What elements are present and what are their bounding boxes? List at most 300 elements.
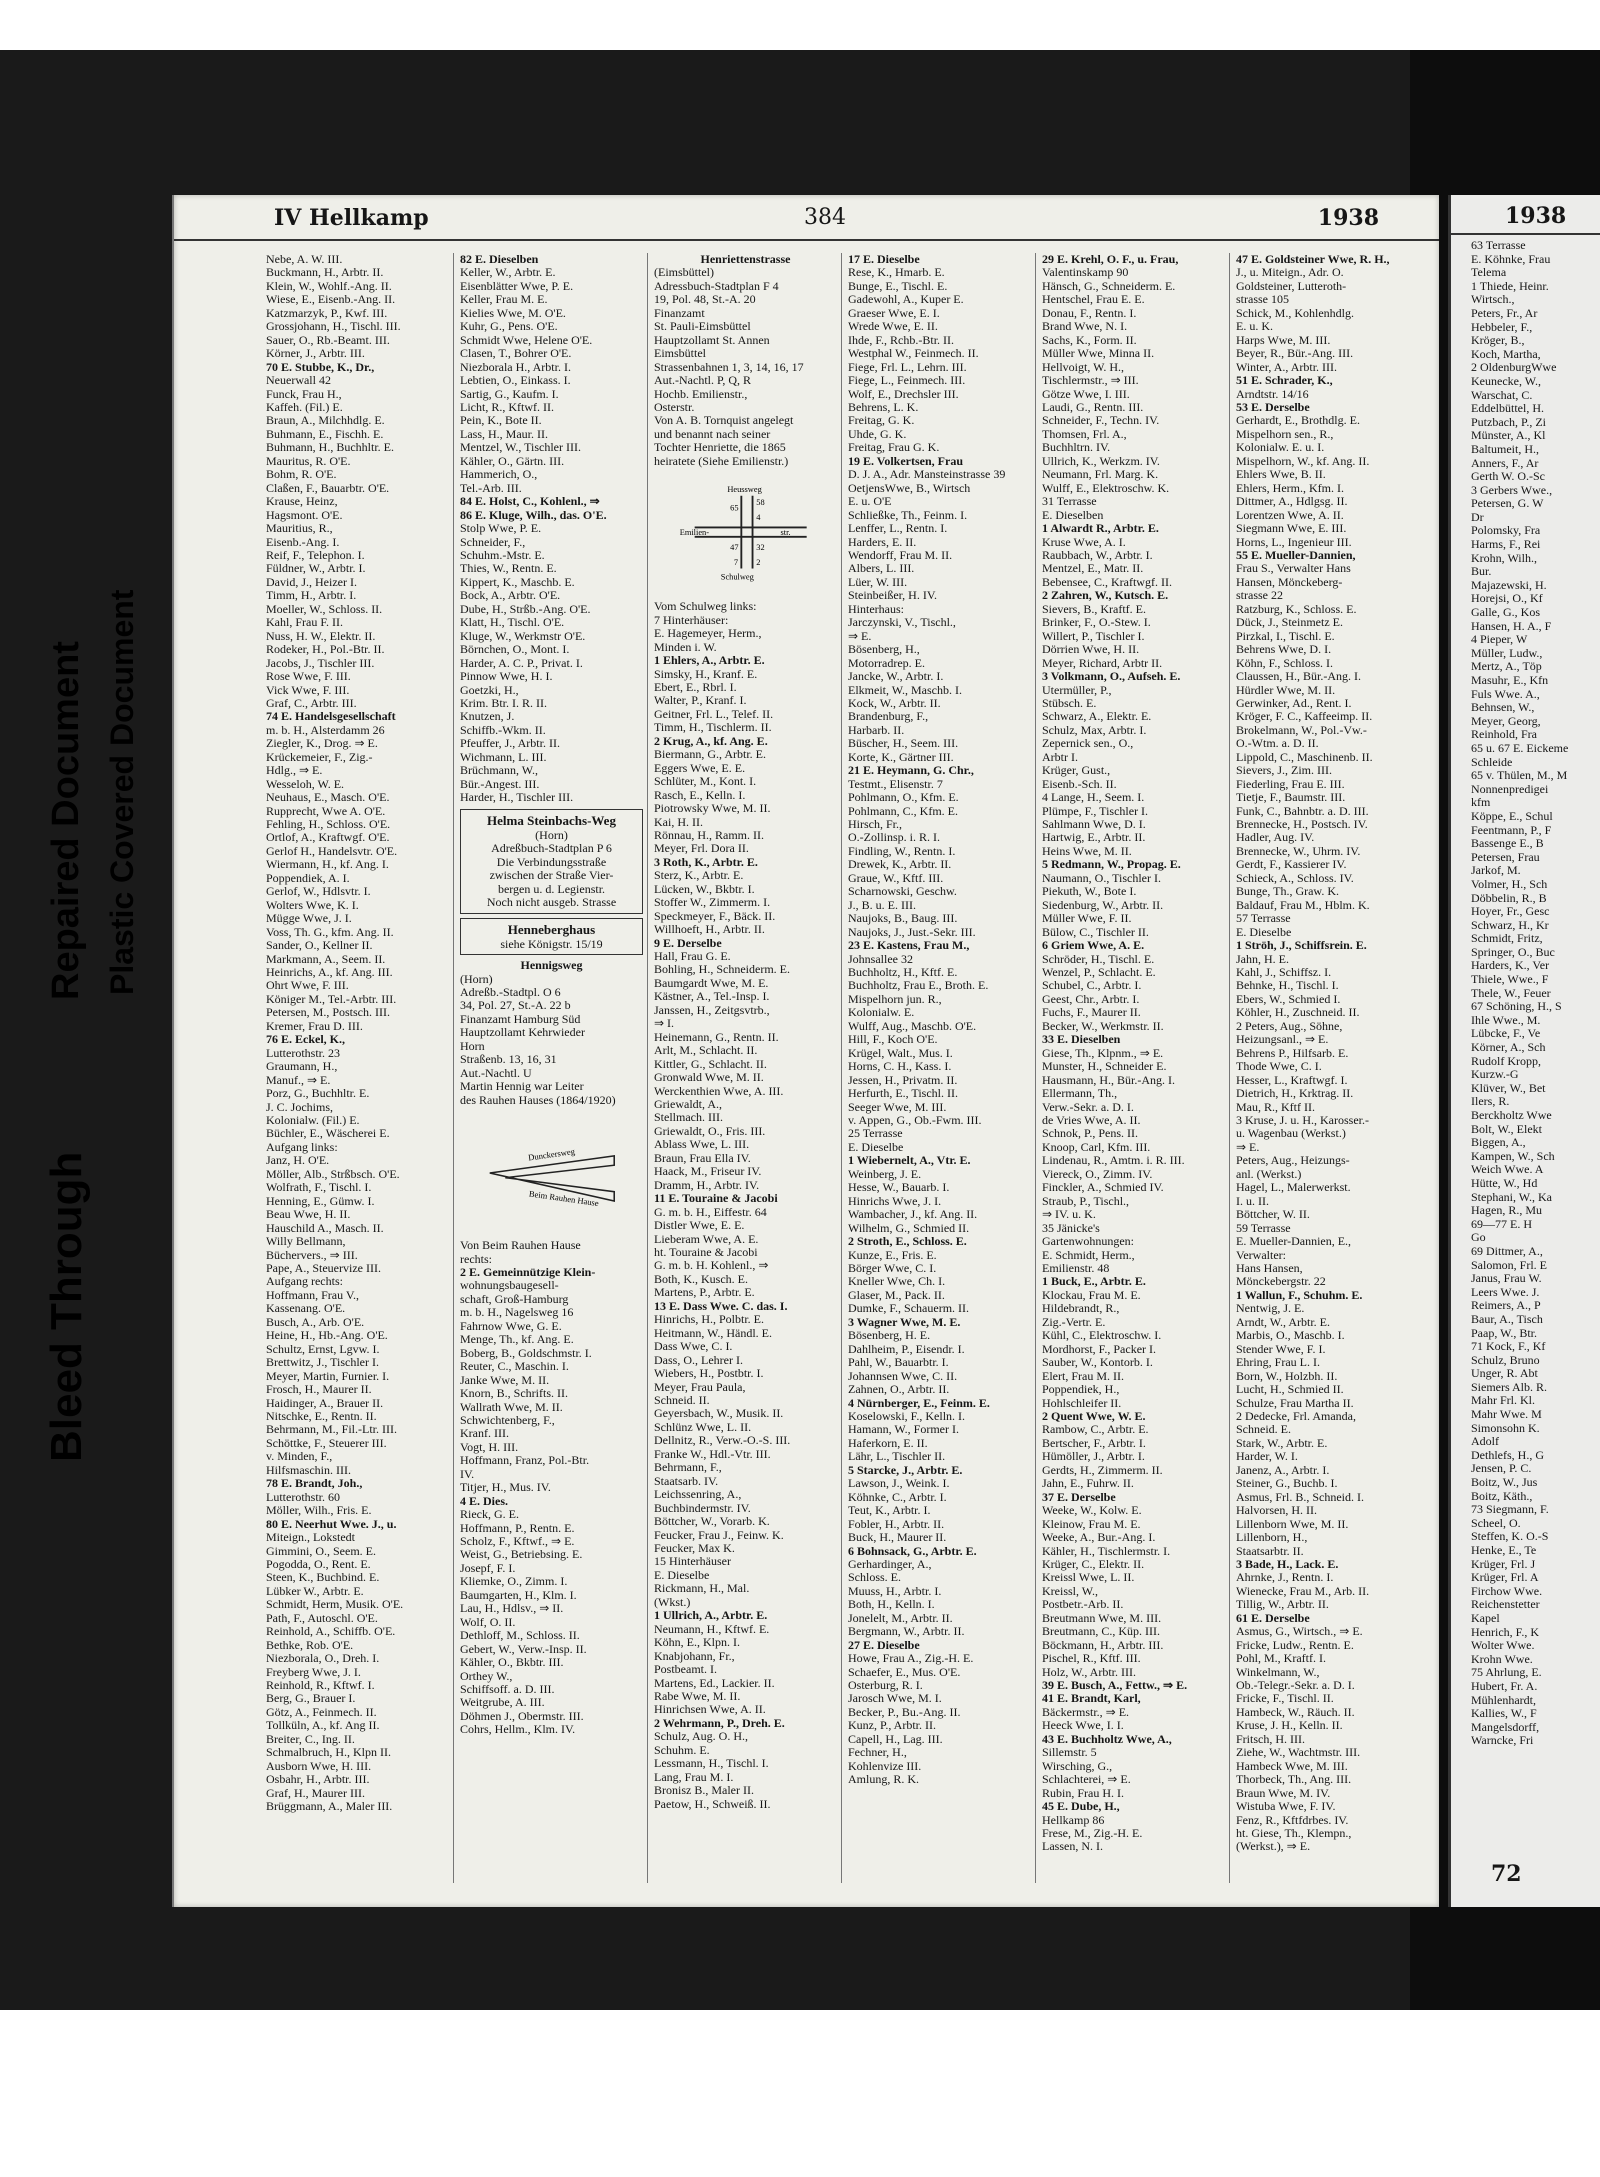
directory-entry: Lillenborn Wwe, M. II. [1236,1516,1349,1531]
adjacent-entry: Klüver, W., Bet [1471,1080,1546,1095]
svg-text:Beim Rauhen Hause: Beim Rauhen Hause [527,1188,599,1209]
directory-entry: 9 E. Derselbe [654,935,722,950]
directory-entry: Kruse Wwe, A. I. [1042,534,1126,549]
adjacent-entry: Mühlenhardt, [1471,1692,1536,1707]
directory-entry: 5 Starcke, J., Arbtr. E. [848,1462,963,1477]
directory-entry: Finckler, A., Schmied IV. [1042,1180,1164,1195]
directory-entry: Fiege, Frl. L., Lehrn. III. [848,359,967,374]
directory-entry: Bohm, R. O'E. [266,467,337,482]
directory-entry: Möller, Alb., Strßbsch. O'E. [266,1166,400,1181]
adjacent-entry: Petersen, G. W [1471,496,1544,511]
directory-entry: Götze Wwe, I. III. [1042,386,1130,401]
directory-entry: Steen, K., Buchbind. E. [266,1570,380,1585]
directory-entry: Rasch, E., Kelln. I. [654,787,746,802]
directory-entry: Freyberg Wwe, J. I. [266,1664,361,1679]
directory-entry: Lähr, L., Tischler II. [848,1449,946,1464]
directory-entry: Kock, W., Arbtr. II. [848,695,941,710]
svg-text:str.: str. [780,528,791,538]
directory-entry: 80 E. Neerhut Wwe. J., u. [266,1516,397,1531]
directory-entry: O.-Wtm. a. D. II. [1236,736,1319,751]
directory-entry: Graue, W., Kftf. III. [848,870,944,885]
directory-entry: Schuhm. E. [654,1742,710,1757]
directory-entry: Hadler, Aug. IV. [1236,830,1315,845]
directory-entry: Schmidt, Herm, Musik. O'E. [266,1597,404,1612]
adjacent-entry: 3 Gerbers Wwe., [1471,482,1553,497]
directory-entry: Schröder, H., Tischl. E. [1042,951,1155,966]
directory-columns [260,253,1429,1883]
directory-entry: Thorbeck, Th., Ang. III. [1236,1772,1352,1787]
directory-entry: 19, Pol. 48, St.-A. 20 [654,292,756,307]
directory-entry: Markmann, A., Seem. II. [266,951,386,966]
directory-entry: Wesseloh, W. E. [266,776,345,791]
directory-entry: Hoffmann, Frau V., [266,1287,359,1302]
directory-entry: Böttcher, W. II. [1236,1207,1310,1222]
directory-entry: Gerhardinger, A., [848,1556,932,1571]
directory-entry: Gerhardt, E., Brothdlg. E. [1236,413,1360,428]
adjacent-entry: Mertz, A., Töp [1471,659,1542,674]
directory-entry: Titjer, H., Mus. IV. [460,1480,551,1495]
directory-entry: strasse 105 [1236,292,1289,307]
directory-entry: Haferkorn, E. II. [848,1435,928,1450]
directory-entry: 4 E. Dies. [460,1493,508,1508]
adjacent-entry: 2 OldenburgWwe [1471,360,1557,375]
directory-entry: Stark, W., Arbtr. E. [1236,1435,1328,1450]
directory-entry: Büchervers., ⇒ III. [266,1247,358,1262]
directory-entry: Viereck, O., Zimm. IV. [1042,1166,1153,1181]
directory-entry: Schwichtenberg, F., [460,1412,555,1427]
directory-entry: Harders, E. II. [848,534,917,549]
adjacent-entry: Reimers, A., P [1471,1298,1541,1313]
directory-entry: Walter, P., Kranf. I. [654,693,747,708]
directory-entry: 7 Hinterhäuser: [654,612,729,627]
directory-entry: 78 E. Brandt, Joh., [266,1476,363,1491]
directory-entry: Sievers, J., Zim. III. [1236,763,1332,778]
directory-entry: Kielies Wwe, M. O'E. [460,305,566,320]
directory-entry: und benannt nach seiner [654,426,771,441]
adjacent-entry: Henrich, F., K [1471,1624,1540,1639]
directory-entry: Poppendiek, A. I. [266,870,350,885]
directory-entry: Plümpe, F., Tischler I. [1042,803,1149,818]
box-title: Helma Steinbachs-Weg [487,812,616,828]
directory-entry: Siedenburg, W., Arbtr. II. [1042,897,1164,912]
directory-entry: Knorn, B., Schrifts. II. [460,1386,568,1401]
box-line: siehe Königstr. 15/19 [500,936,603,951]
adjacent-entry: 69—77 E. H [1471,1216,1532,1231]
directory-entry: Lebtien, O., Einkass. I. [460,373,571,388]
adjacent-entry: Go [1471,1230,1486,1245]
directory-entry: Von A. B. Tornquist angelegt [654,413,794,428]
directory-entry: Osterburg, R. I. [848,1678,923,1693]
directory-entry: Haidinger, A., Brauer II. [266,1395,384,1410]
adjacent-entry: Wirtsch., [1471,292,1515,307]
directory-entry: Hildebrandt, R., [1042,1301,1120,1316]
directory-entry: Dramm, H., Arbtr. IV. [654,1177,760,1192]
directory-entry: Eggers Wwe, E. E. [654,760,746,775]
svg-text:2: 2 [755,558,760,568]
adjacent-entry: Masuhr, E., Kfn [1471,673,1549,687]
directory-entry: 2 Zahren, W., Kutsch. E. [1042,588,1169,603]
directory-entry: Testmt., Elisenstr. 7 [848,776,943,791]
directory-entry: J., B. u. E. III. [848,897,916,912]
directory-entry: 31 Terrasse [1042,494,1097,509]
directory-entry: Muuss, H., Arbtr. I. [848,1583,942,1598]
directory-entry: Laudi, G., Rentn. III. [1042,399,1144,414]
street-notice-box [460,918,643,956]
directory-entry: Kröger, F. C., Kaffeeimp. II. [1236,709,1373,724]
directory-entry: Böttcher, W., Vorarb. K. [654,1514,770,1529]
directory-entry: v. Minden, F., [266,1449,333,1464]
directory-entry: Arndtstr. 14/16 [1236,386,1309,401]
directory-entry: Reinhold, R., Kftwf. I. [266,1678,375,1693]
directory-entry: Schiffsoff. a. D. III. [460,1682,555,1697]
directory-entry: 37 E. Derselbe [1042,1489,1116,1504]
adjacent-entry: Kallies, W., F [1471,1706,1537,1721]
adjacent-entry: Jarkof, M. [1471,863,1521,878]
directory-entry: Kremer, Frau D. III. [266,1018,363,1033]
directory-entry: Lutterothstr. 23 [266,1045,340,1060]
directory-entry: Manuf., ⇒ E. [266,1072,331,1087]
directory-entry: Rupprecht, Wwe A. O'E. [266,803,386,818]
directory-entry: Von Beim Rauhen Hause [460,1238,581,1253]
directory-entry: Bertscher, F., Arbtr. I. [1042,1435,1146,1450]
directory-entry: Martens, Ed., Lackier. II. [654,1675,775,1690]
directory-entry: Bohling, H., Schneiderm. E. [654,962,790,977]
directory-entry: Vick Wwe, F. III. [266,682,350,697]
directory-entry: Griewaldt, A., [654,1097,722,1112]
directory-entry: Steinbeißer, H. IV. [848,588,937,603]
directory-entry: Gadewohl, A., Kuper E. [848,292,964,307]
directory-entry: Buck, H., Maurer II. [848,1530,947,1545]
adjacent-entry: Kampen, W., Sch [1471,1148,1555,1163]
directory-entry: Griewaldt, O., Fris. III. [654,1123,766,1138]
directory-entry: Tietje, F., Baumstr. III. [1236,790,1346,805]
directory-entry: Korte, K., Gärtner III. [848,749,954,764]
adjacent-page-number: 72 [1491,1861,1522,1887]
directory-entry: 25 Terrasse [848,1126,903,1141]
directory-entry: Hagel, L., Malerwerkst. [1236,1180,1351,1195]
directory-entry: I. u. II. [1236,1193,1269,1208]
directory-entry: Horn [460,1038,485,1053]
directory-entry: Ehlers, Herm., Kfm. I. [1236,480,1344,495]
directory-entry: Claßen, F., Bauarbtr. O'E. [266,480,390,495]
adjacent-entry: Feentmann, P., F [1471,822,1552,837]
directory-entry: Lau, H., Hdlsv., ⇒ II. [460,1601,564,1616]
directory-entry: Mentzel, W., Tischler III. [460,440,581,455]
directory-entry: Kittler, G., Schlacht. II. [654,1056,767,1071]
directory-entry: Buchhltrn. IV. [1042,440,1111,455]
adjacent-entry: Boitz, W., Jus [1471,1475,1538,1490]
directory-entry: Martin Hennig war Leiter [460,1079,584,1094]
directory-entry: 70 E. Stubbe, K., Dr., [266,359,375,374]
directory-entry: Orthey W., [460,1668,513,1683]
directory-entry: Raubbach, W., Arbtr. I. [1042,547,1153,562]
adjacent-entry: Warschat, C. [1471,387,1533,402]
directory-entry: Lübker W., Arbtr. E. [266,1583,364,1598]
directory-entry: Funk, C., Bahnbtr. a. D. III. [1236,803,1369,818]
directory-entry: Josepf, F. I. [460,1560,516,1575]
directory-entry: Köhnke, C., Arbtr. I. [848,1489,947,1504]
adjacent-entry: Firchow Wwe. [1471,1583,1543,1598]
directory-entry: Mispelhorn, W., kf. Ang. II. [1236,453,1370,468]
directory-entry: Glaser, M., Pack. II. [848,1287,945,1302]
directory-entry: Möller, Wilh., Fris. E. [266,1503,372,1518]
directory-entry: Rese, K., Hmarb. E. [848,265,945,280]
directory-entry: Hagsmont. O'E. [266,507,343,522]
directory-entry: Knutzen, J. [460,709,515,724]
directory-entry: J., u. Miteign., Adr. O. [1236,265,1344,280]
directory-entry: Dass, O., Lehrer I. [654,1352,743,1367]
directory-entry: Fiederling, Frau E. III. [1236,776,1345,791]
directory-entry: Hellvoigt, W. H., [1042,359,1125,374]
directory-entry: Hamann, W., Former I. [848,1422,959,1437]
directory-entry: Winter, A., Arbtr. III. [1236,359,1338,374]
directory-entry: Kuhr, G., Pens. O'E. [460,319,558,334]
directory-entry: Mentzel, E., Matr. II. [1042,561,1144,576]
adjacent-entry: Koch, Martha, [1471,346,1541,361]
directory-entry: Breutmann, C., Küp. III. [1042,1624,1160,1639]
directory-entry: Tillig, W., Arbtr. II. [1236,1597,1329,1612]
directory-entry: Lassen, N. I. [1042,1839,1103,1854]
directory-entry: Jarczynski, V., Tischl., [848,615,956,630]
directory-entry: Rabe Wwe, M. II. [654,1688,741,1703]
directory-column-1 [260,253,454,1883]
adjacent-entry: Bur. [1471,564,1492,579]
directory-entry: Schließke, Th., Feinm. I. [848,507,968,522]
adjacent-entry: Springer, O., Buc [1471,944,1555,959]
directory-entry: Meyer, Frl. Dora II. [654,841,749,856]
directory-entry: 57 Terrasse [1236,911,1291,926]
directory-entry: Schmidt Wwe, Helene O'E. [460,332,593,347]
directory-entry: Lieberam Wwe, A. E. [654,1231,759,1246]
directory-entry: Bunge, E., Tischl. E. [848,278,948,293]
directory-entry: Schneider, F., [460,534,526,549]
directory-entry: Neumann, H., Kftwf. E. [654,1621,770,1636]
directory-entry: Nentwig, J. E. [1236,1301,1305,1316]
directory-entry: E. Dieselbe [1236,924,1292,939]
adjacent-entry: kfm [1471,795,1491,810]
directory-entry: OetjensWwe, B., Wirtsch [848,480,971,495]
directory-entry: Dörrien Wwe, H. II. [1042,642,1140,657]
directory-entry: Howe, Frau A., Zig.-H. E. [848,1651,974,1666]
directory-entry: ⇒ I. [654,1016,675,1031]
directory-entry: 76 E. Eckel, K., [266,1032,346,1047]
adjacent-entry: Janus, Frau W. [1471,1271,1542,1286]
directory-entry: Gerwinker, Ad., Rent. I. [1236,695,1352,710]
svg-text:Heussweg: Heussweg [726,485,762,495]
directory-entry: Schieck, A., Schloss. IV. [1236,870,1354,885]
directory-entry: Steiner, G., Buchb. I. [1236,1476,1338,1491]
adjacent-entry: Lübcke, F., Ve [1471,1026,1541,1041]
adjacent-entry: Keunecke, W., [1471,373,1541,388]
adjacent-entry: Dethlefs, H., G [1471,1447,1544,1462]
directory-entry: Wulff, Aug., Maschb. O'E. [848,1018,977,1033]
page-header [174,195,1439,241]
directory-entry: Fricke, F., Tischl. II. [1236,1691,1334,1706]
adjacent-entry: 4 Pieper, W [1471,632,1528,647]
directory-entry: Haack, M., Friseur IV. [654,1164,762,1179]
directory-entry: Ullrich, K., Werkzm. IV. [1042,453,1160,468]
directory-entry: 61 E. Derselbe [1236,1610,1310,1625]
directory-entry: Dück, J., Steinmetz E. [1236,615,1343,630]
label-repaired-document: Repaired Document [45,641,87,1000]
street-header: IV Hellkamp [274,205,429,231]
box-line: (Horn) [535,827,568,842]
directory-entry: Schneider, F., Techn. IV. [1042,413,1160,428]
directory-entry: Wienecke, Frau M., Arb. II. [1236,1583,1370,1598]
directory-entry: Kippert, K., Maschb. E. [460,574,575,589]
directory-entry: Bür.-Angest. III. [460,776,540,791]
directory-entry: Heitmann, W., Händl. E. [654,1325,772,1340]
directory-entry: Hambeck Wwe, M. III. [1236,1758,1348,1773]
directory-entry: Hesse, W., Bauarb. I. [848,1180,950,1195]
directory-entry: Gebert, W., Verw.-Insp. II. [460,1641,587,1656]
directory-entry: Path, F., Autoschl. O'E. [266,1610,378,1625]
adjacent-entry: Ilers, R. [1471,1094,1510,1109]
directory-entry: Rönnau, H., Ramm. II. [654,827,764,842]
directory-entry: Ausborn Wwe, H. III. [266,1758,372,1773]
directory-entry: Wolfrath, F., Tischl. I. [266,1180,372,1195]
directory-entry: Petersen, M., Postsch. III. [266,1005,390,1020]
directory-entry: v. Appen, G., Ob.-Fwm. III. [848,1113,982,1127]
adjacent-entry: Kurzw.-G [1471,1067,1519,1082]
directory-entry: Heizungsanl., ⇒ E. [1236,1032,1329,1047]
directory-entry: Graumann, H., [266,1059,338,1074]
directory-entry: 51 E. Schrader, K., [1236,373,1333,388]
adjacent-entry: Peters, Fr., Ar [1471,305,1538,320]
adjacent-entry: Mangelsdorff, [1471,1719,1540,1734]
adjacent-entry: Horejsi, O., Kf [1471,591,1543,606]
directory-entry: Knoop, Carl, Kfm. III. [1042,1139,1151,1154]
directory-entry: Gimmini, O., Seem. E. [266,1543,376,1558]
directory-entry: Kruse, J. H., Kelln. II. [1236,1718,1343,1733]
directory-entry: 2 Stroth, E., Schloss. E. [848,1234,967,1249]
directory-entry: Harbarb. II. [848,722,905,737]
directory-entry: Keller, Frau M. E. [460,292,548,307]
directory-entry: 6 Griem Wwe, A. E. [1042,938,1145,953]
adjacent-entry: Scheel, O. [1471,1515,1521,1530]
directory-entry: Pohl, M., Kraftf. I. [1236,1651,1326,1666]
directory-entry: Mau, R., Kftf II. [1236,1099,1315,1114]
directory-entry: Schlachterei, ⇒ E. [1042,1772,1131,1787]
directory-entry: Kunz, P., Arbtr. II. [848,1718,936,1733]
directory-entry: E. Dieselbe [654,1567,710,1582]
directory-entry: Ziehe, W., Wachtmstr. III. [1236,1745,1361,1760]
directory-entry: Hauptzollamt St. Annen [654,332,770,347]
directory-entry: Martens, P., Arbtr. E. [654,1285,755,1300]
directory-entry: Fritsch, H. III. [1236,1731,1305,1746]
directory-entry: Gerdts, H., Zimmerm. II. [1042,1462,1163,1477]
adjacent-entry: Kröger, B., [1471,333,1525,348]
directory-entry: Ihde, F., Rchb.-Btr. II. [848,332,955,347]
directory-entry: Kreissl Wwe, L. II. [1042,1570,1135,1585]
directory-entry: 1 Wallun, F., Schuhm. E. [1236,1287,1363,1302]
box-line: Die Verbindungsstraße [496,854,607,869]
adjacent-entry: Anners, F., Ar [1471,455,1539,470]
directory-entry: Ortlof, A., Kraftwgf. O'E. [266,830,390,845]
directory-entry: des Rauhen Hauses (1864/1920) [460,1092,616,1107]
directory-entry: Bronisz B., Maler II. [654,1783,754,1798]
directory-entry: Grossjohann, H., Tischl. III. [266,319,401,334]
directory-entry: Hümöller, J., Arbtr. I. [1042,1449,1145,1464]
directory-entry: Rose Wwe, F. III. [266,669,351,684]
directory-entry: Eisenblätter Wwe, P. E. [460,278,574,293]
directory-entry: St. Pauli-Eimsbüttel [654,319,751,334]
directory-entry: Porz, G., Buchhltr. E. [266,1086,370,1101]
adjacent-entry: Galle, G., Kos [1471,605,1540,620]
directory-entry: Lawson, J., Weink. I. [848,1476,950,1491]
directory-entry: Fricke, Ludw., Rentn. E. [1236,1637,1354,1652]
directory-entry: Müller Wwe, F. II. [1042,911,1132,926]
directory-entry: 3 Volkmann, O., Aufseh. E. [1042,669,1181,684]
directory-entry: Meyer, Martin, Furnier. I. [266,1368,390,1383]
adjacent-entry: 75 Ahrlung, E. [1471,1665,1542,1680]
adjacent-entry: Hubert, Fr. A. [1471,1678,1538,1693]
directory-entry: Ratzburg, K., Schloss. E. [1236,601,1357,616]
directory-entry: Braun Wwe, M. IV. [1236,1785,1331,1800]
directory-entry: Wiebers, H., Postbtr. I. [654,1366,764,1381]
adjacent-entry: 67 Schöning, H., S [1471,999,1562,1014]
adjacent-entry: 63 Terrasse [1471,238,1526,252]
directory-entry: Fenz, R., Kftfdrbes. IV. [1236,1812,1349,1827]
directory-entry: Tel.-Arb. III. [460,480,522,495]
directory-entry: Müller Wwe, Minna II. [1042,346,1155,361]
directory-entry: Weeke, A., Bur.-Ang. I. [1042,1530,1156,1545]
directory-entry: 53 E. Derselbe [1236,399,1310,414]
directory-entry: Schick, M., Kohlenhdlg. [1236,305,1354,320]
directory-entry: Brettwitz, J., Tischler I. [266,1355,379,1370]
directory-entry: Schubel, C., Arbtr. I. [1042,978,1142,993]
directory-entry: Dass Wwe, C. I. [654,1339,733,1354]
directory-entry: Harder, W. I. [1236,1449,1298,1464]
directory-entry: Licht, R., Kftwf. II. [460,399,554,414]
directory-entry: Hauptzollamt Kehrwieder [460,1025,585,1040]
directory-entry: Becker, P., Bu.-Ang. II. [848,1704,961,1719]
directory-column-4 [842,253,1036,1883]
directory-entry: Leichssenring, A., [654,1487,742,1502]
directory-entry: Krüger, Gust., [1042,763,1111,778]
street-heading: Henriettenstrasse [700,253,791,266]
directory-entry: Findling, W., Rentn. I. [848,843,956,858]
adjacent-entry: Schmidt, Fritz, [1471,931,1543,946]
directory-entry: Brüchmann, W., [460,763,538,778]
directory-entry: 2 E. Gemeinnützige Klein- [460,1264,596,1279]
directory-entry: Eimsbüttel [654,346,706,361]
directory-entry: Buchbindermstr. IV. [654,1500,751,1515]
directory-entry: Naumann, O., Tischler I. [1042,870,1161,885]
directory-entry: Hall, Frau G. E. [654,949,731,964]
directory-entry: Arlt, M., Schlacht. II. [654,1043,758,1058]
directory-entry: Peters, Aug., Heizungs- [1236,1153,1350,1168]
adjacent-page-lines [1451,239,1600,1748]
directory-entry: Scholz, F., Kftwf., ⇒ E. [460,1534,575,1549]
directory-entry: Hürdler Wwe, M. II. [1236,682,1336,697]
adjacent-entry: Krohn Wwe. [1471,1651,1533,1666]
directory-entry: Keller, W., Arbtr. E. [460,265,556,280]
adjacent-entry: Bolt, W., Elekt [1471,1121,1543,1136]
directory-entry: Speckmeyer, F., Bäck. II. [654,908,776,923]
directory-entry: Fechner, H., [848,1745,907,1760]
directory-entry: 1 Buck, E., Arbtr. E. [1042,1274,1146,1289]
directory-entry: Stellmach. III. [654,1110,723,1125]
directory-entry: strasse 22 [1236,588,1283,603]
directory-entry: Gerlof, W., Hdlsvtr. I. [266,884,371,899]
adjacent-entry: Hansen, H. A., F [1471,618,1552,633]
directory-entry: Cohrs, Hellm., Klm. IV. [460,1722,576,1737]
directory-entry: Fuchs, F., Maurer II. [1042,1005,1141,1020]
directory-entry: Bunge, Th., Graw. K. [1236,884,1339,899]
directory-entry: Ehlers Wwe, B. II. [1236,467,1326,482]
directory-entry: Goetzki, H., [460,682,519,697]
